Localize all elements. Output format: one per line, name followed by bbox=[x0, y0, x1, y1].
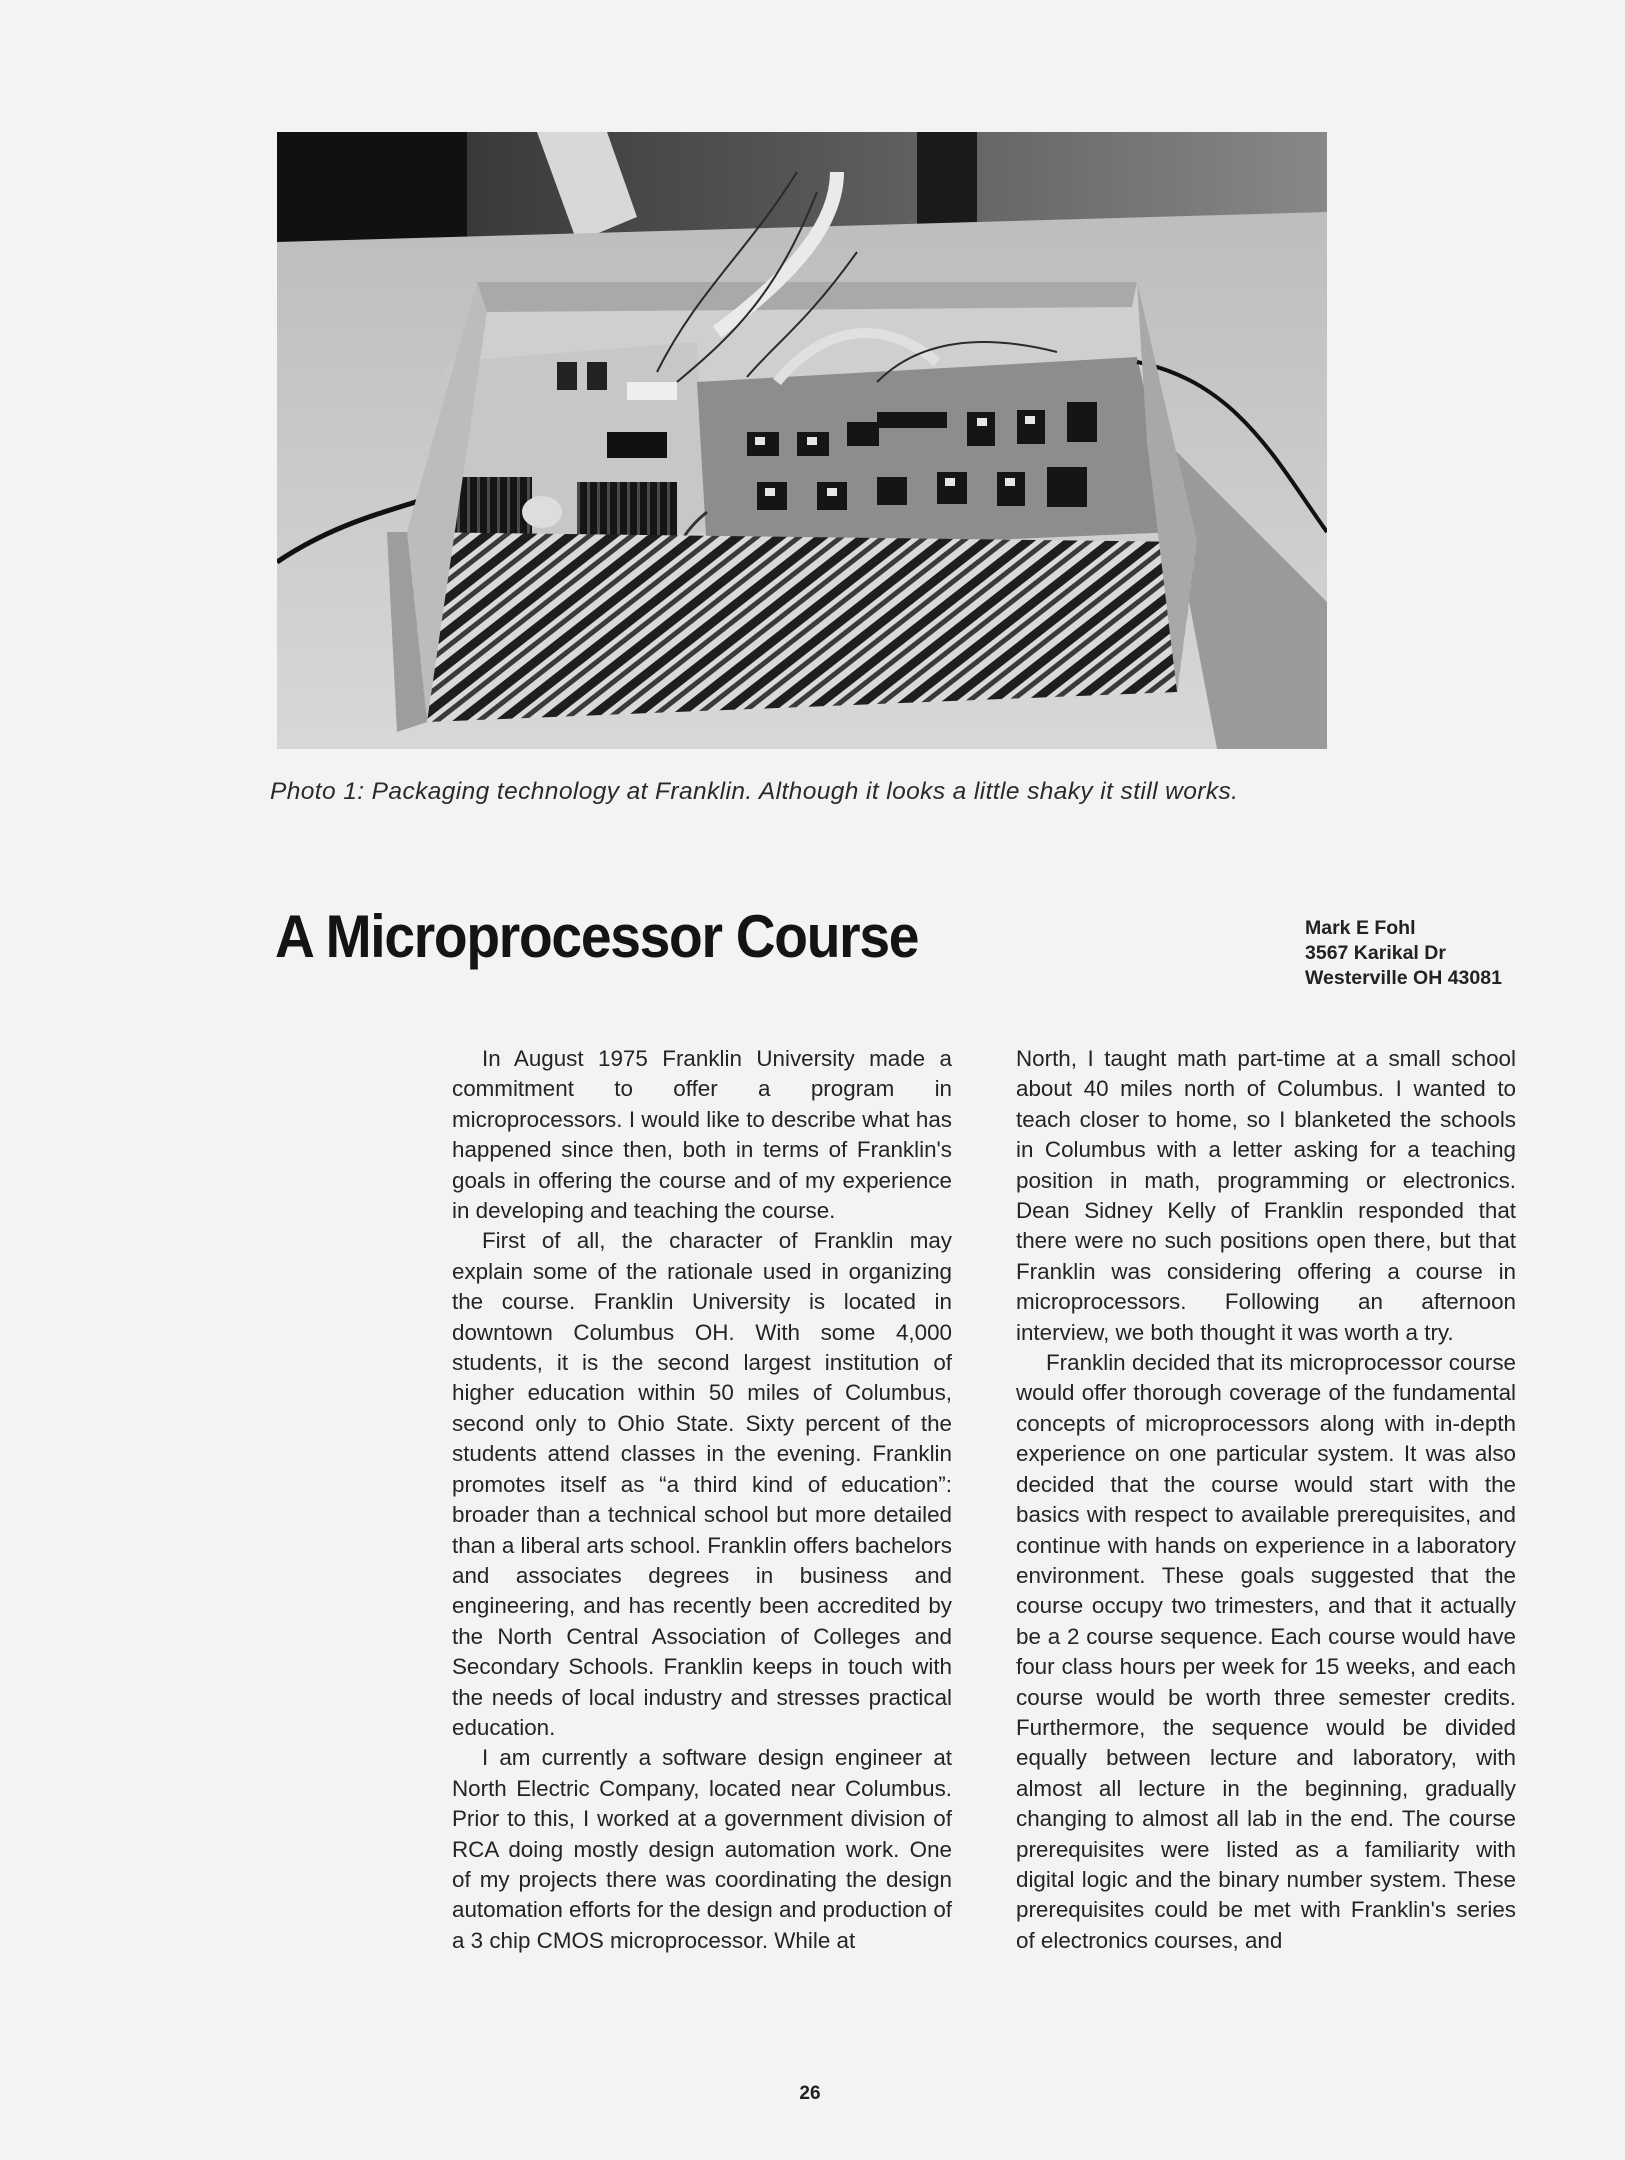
photo-caption: Photo 1: Packaging technology at Franklin. Although it looks a little shaky it still works. bbox=[270, 778, 1239, 805]
paragraph-continuation: North, I taught math part-time at a small school about 40 miles north of Columbus. I wanted to teach closer to home, so I blanketed the schools in Columbus with a letter asking for a teaching position in math, programming or electronics. Dean Sidney Kelly of Franklin responded that there were no such positions open there, but that Franklin was considering offering a course in microprocessors. Following an afternoon interview, we both thought it was worth a try. bbox=[1016, 1046, 1516, 1345]
paragraph: In August 1975 Franklin University made a commitment to offer a program in microprocessors. I would like to describe what has happened since then, both in terms of Franklin's goals in offering the course and of my experience in developing and teaching the course. bbox=[452, 1046, 952, 1224]
paragraph: First of all, the character of Franklin may explain some of the rationale used in organizing the course. Franklin University is located in downtown Columbus OH. With some 4,000 students, it is the second largest institution of higher education within 50 miles of Columbus, second only to Ohio State. Sixty percent of the students attend classes in the evening. Franklin promotes itself as “a third kind of education”: broader than a technical school but more detailed than a liberal arts school. Franklin offers bachelors and associates degrees in business and engineering, and has recently been accredited by the North Central Association of Colleges and Secondary Schools. Franklin keeps in touch with the needs of local industry and stresses practical education. bbox=[452, 1228, 952, 1740]
article-photo bbox=[277, 132, 1327, 749]
left-column bbox=[452, 1044, 952, 1956]
page-number: 26 bbox=[799, 2083, 821, 2104]
author-street: 3567 Karikal Dr bbox=[1305, 942, 1446, 964]
author-city: Westerville OH 43081 bbox=[1305, 967, 1502, 989]
author-block bbox=[1305, 916, 1555, 991]
article-title: A Microprocessor Course bbox=[275, 903, 919, 970]
paragraph: Franklin decided that its microprocessor course would offer thorough coverage of the fundamental concepts of microprocessors along with in-depth experience on one particular system. It was also decided that the course would start with the basics with respect to available prerequisites, and continue with hands on experience in a laboratory environment. These goals suggested that the course occupy two trimesters, and that it actually be a 2 course sequence. Each course would have four class hours per week for 15 weeks, and each course would be worth three semester credits. Furthermore, the sequence would be divided equally between lecture and laboratory, with almost all lecture in the beginning, gradually changing to almost all lab in the end. The course prerequisites were listed as a familiarity with digital logic and the binary number system. These prerequisites could be met with Franklin's series of electronics courses, and bbox=[1016, 1350, 1516, 1953]
author-name: Mark E Fohl bbox=[1305, 917, 1416, 939]
paragraph: I am currently a software design engineer at North Electric Company, located near Columbus. Prior to this, I worked at a government division of RCA doing mostly design automation work. One of my projects there was coordinating the design automation efforts for the design and production of a 3 chip CMOS microprocessor. While at bbox=[452, 1745, 952, 1953]
right-column bbox=[1016, 1044, 1516, 1956]
